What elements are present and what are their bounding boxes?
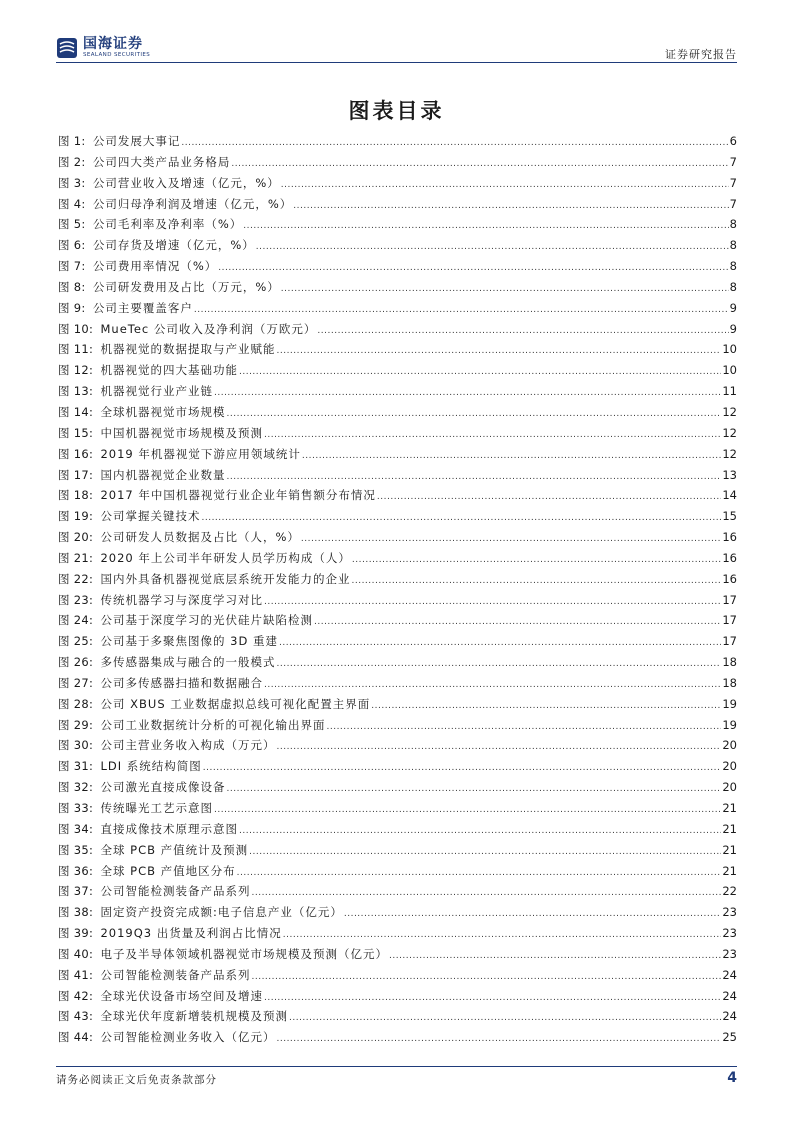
footer-disclaimer: 请务必阅读正文后免责条款部分 (56, 1074, 217, 1086)
figure-page-number: 17 (722, 592, 737, 607)
figure-title: 全球 PCB 产值统计及预测 (100, 842, 249, 857)
dot-leader (226, 404, 721, 425)
dot-leader (351, 571, 721, 592)
dot-leader (371, 696, 721, 717)
header-divider (56, 62, 737, 63)
figure-page-number: 8 (729, 259, 737, 274)
figure-number: 图 3: (58, 175, 86, 190)
figure-page-number: 20 (722, 780, 737, 795)
toc-entry[interactable] (58, 569, 737, 590)
figure-page-number: 17 (722, 634, 737, 649)
logo-chinese-name: 国海证券 (83, 36, 143, 52)
figure-title: 2019 年机器视觉下游应用领域统计 (100, 446, 301, 461)
figure-number: 图 40: (58, 946, 94, 961)
toc-entry-label (58, 965, 250, 986)
page-header (56, 32, 737, 62)
toc-entry-label (58, 381, 213, 402)
figure-title: 全球光伏年度新增装机规模及预测 (100, 1009, 288, 1024)
toc-entry-label (58, 986, 263, 1007)
toc-entry-label (58, 214, 242, 235)
toc-entry[interactable] (58, 881, 737, 902)
toc-entry[interactable] (58, 1027, 737, 1048)
page-number: 4 (727, 1070, 737, 1086)
toc-entry[interactable] (58, 527, 737, 548)
toc-entry-label (58, 485, 376, 506)
figure-number: 图 22: (58, 571, 94, 586)
toc-entry[interactable] (58, 840, 737, 861)
figure-title: 公司基于深度学习的光伏硅片缺陷检测 (100, 613, 313, 628)
toc-entry-label (58, 902, 343, 923)
toc-entry-label (58, 652, 275, 673)
toc-entry[interactable] (58, 339, 737, 360)
figure-title: 公司智能检测业务收入（亿元） (100, 1030, 276, 1045)
toc-entry-label (58, 569, 350, 590)
figure-title: 多传感器集成与融合的一般模式 (100, 655, 276, 670)
figure-number: 图 14: (58, 404, 94, 419)
toc-entry[interactable] (58, 194, 737, 215)
toc-entry[interactable] (58, 735, 737, 756)
figure-number: 图 6: (58, 238, 86, 253)
figure-number: 图 8: (58, 279, 86, 294)
figure-number: 图 10: (58, 321, 94, 336)
figure-number: 图 30: (58, 738, 94, 753)
figure-number: 图 23: (58, 592, 94, 607)
dot-leader (344, 904, 722, 925)
toc-entry-label (58, 777, 225, 798)
dot-leader (243, 216, 728, 237)
figure-title: 公司发展大事记 (92, 134, 181, 148)
figure-title: 公司研发人员数据及占比（人，%） (100, 530, 300, 545)
figure-number: 图 4: (58, 196, 86, 211)
figure-number: 图 18: (58, 488, 94, 503)
figure-number: 图 28: (58, 696, 94, 711)
figure-page-number: 16 (722, 530, 737, 545)
figure-title: 固定资产投资完成额:电子信息产业（亿元） (100, 905, 343, 920)
figure-number: 图 11: (58, 342, 94, 357)
toc-entry-label (58, 610, 313, 631)
figure-title: 公司存货及增速（亿元，%） (92, 238, 255, 253)
figure-page-number: 23 (722, 926, 737, 941)
figure-number: 图 25: (58, 634, 94, 649)
figure-title: 国内外具备机器视觉底层系统开发能力的企业 (100, 571, 351, 586)
toc-entry[interactable] (58, 861, 737, 882)
dot-leader (203, 758, 722, 779)
figure-title: 机器视觉的四大基础功能 (100, 363, 238, 378)
figure-page-number: 23 (722, 946, 737, 961)
toc-entry[interactable] (58, 965, 737, 986)
dot-leader (326, 717, 721, 738)
figure-page-number: 19 (722, 696, 737, 711)
toc-entry[interactable] (58, 402, 737, 423)
figure-title: 公司多传感器扫描和数据融合 (100, 675, 263, 690)
toc-entry-label (58, 1006, 288, 1027)
figure-title: 公司毛利率及净利率（%） (92, 217, 243, 232)
toc-entry-label (58, 444, 301, 465)
figure-page-number: 12 (722, 404, 737, 419)
toc-entry[interactable] (58, 777, 737, 798)
dot-leader (281, 175, 729, 196)
dot-leader (226, 779, 721, 800)
figure-number: 图 33: (58, 801, 94, 815)
toc-entry[interactable] (58, 631, 737, 652)
figure-number: 图 16: (58, 446, 94, 461)
figure-page-number: 9 (729, 300, 737, 315)
figure-title: 公司基于多聚焦图像的 3D 重建 (100, 634, 278, 649)
toc-entry-label (58, 360, 238, 381)
figure-title: 公司研发费用及占比（万元，%） (92, 279, 280, 294)
toc-entry-label (58, 631, 278, 652)
figure-number: 图 5: (58, 217, 86, 232)
figure-title: 公司智能检测装备产品系列 (100, 967, 251, 982)
toc-entry[interactable] (58, 235, 737, 256)
figure-page-number: 15 (722, 509, 737, 524)
toc-entry-label (58, 319, 316, 340)
figure-title: 全球 PCB 产值地区分布 (100, 863, 236, 878)
toc-entry-label (58, 506, 200, 527)
figure-title: 中国机器视觉市场规模及预测 (100, 425, 263, 440)
figure-number: 图 38: (58, 905, 94, 920)
dot-leader (251, 883, 721, 904)
dot-leader (389, 946, 721, 967)
figure-number: 图 29: (58, 717, 94, 732)
toc-entry[interactable] (58, 694, 737, 715)
figure-title: 公司智能检测装备产品系列 (100, 884, 251, 899)
toc-entry-label (58, 923, 282, 944)
figure-number: 图 35: (58, 842, 94, 857)
figure-number: 图 7: (58, 259, 86, 274)
figure-number: 图 20: (58, 530, 94, 545)
figure-title: 公司主要覆盖客户 (92, 300, 193, 315)
figure-title: 公司掌握关键技术 (100, 509, 201, 524)
figure-number: 图 9: (58, 300, 86, 315)
toc-entry[interactable] (58, 319, 737, 340)
figure-number: 图 17: (58, 467, 94, 482)
toc-entry[interactable] (58, 923, 737, 944)
dot-leader (214, 383, 721, 404)
toc-entry[interactable] (58, 173, 737, 194)
toc-entry-label (58, 715, 325, 736)
toc-entry-label (58, 944, 388, 965)
figure-title: 公司 XBUS 工业数据虚拟总线可视化配置主界面 (100, 696, 371, 711)
figure-page-number: 10 (722, 363, 737, 378)
dot-leader (214, 800, 721, 821)
figure-title: 公司归母净利润及增速（亿元，%） (92, 196, 293, 211)
figure-number: 图 1: (58, 134, 86, 148)
figure-page-number: 21 (722, 801, 737, 815)
toc-entry-label (58, 298, 193, 319)
figure-page-number: 21 (722, 842, 737, 857)
dot-leader (302, 446, 721, 467)
toc-entry[interactable] (58, 214, 737, 235)
dot-leader (201, 508, 721, 529)
dot-leader (264, 675, 721, 696)
figure-page-number: 18 (722, 655, 737, 670)
toc-entry-label (58, 277, 280, 298)
logo-english-name: SEALAND SECURITIES (83, 52, 151, 58)
figure-title: 全球机器视觉市场规模 (100, 404, 226, 419)
dot-leader (239, 362, 721, 383)
figure-number: 图 2: (58, 154, 86, 169)
dot-leader (276, 1029, 721, 1050)
dot-leader (218, 258, 728, 279)
figure-number: 图 13: (58, 384, 94, 399)
figure-title: 2017 年中国机器视觉行业企业年销售额分布情况 (100, 488, 376, 503)
figure-page-number: 9 (729, 321, 737, 336)
toc-entry[interactable] (58, 756, 737, 777)
figure-title: 国内机器视觉企业数量 (100, 467, 226, 482)
dot-leader (264, 988, 721, 1009)
toc-entry-label (58, 194, 292, 215)
figure-title: 公司工业数据统计分析的可视化输出界面 (100, 717, 326, 732)
dot-leader (256, 237, 729, 258)
toc-entry[interactable] (58, 902, 737, 923)
figure-page-number: 25 (722, 1030, 737, 1045)
figure-number: 图 15: (58, 425, 94, 440)
figure-number: 图 34: (58, 821, 94, 836)
dot-leader (276, 737, 721, 758)
figure-title: 公司四大类产品业务格局 (92, 154, 231, 169)
figure-page-number: 18 (722, 675, 737, 690)
figure-page-number: 17 (722, 613, 737, 628)
dot-leader (352, 550, 721, 571)
figure-page-number: 19 (722, 717, 737, 732)
figure-number: 图 32: (58, 780, 94, 795)
toc-entry[interactable] (58, 610, 737, 631)
toc-entry[interactable] (58, 986, 737, 1007)
footer-divider (56, 1066, 737, 1067)
sealand-logo-icon (56, 37, 78, 59)
figure-number: 图 24: (58, 613, 94, 628)
figure-page-number: 11 (722, 384, 737, 399)
toc-entry[interactable] (58, 360, 737, 381)
figure-page-number: 20 (722, 759, 737, 774)
dot-leader (194, 300, 729, 321)
toc-entry-label (58, 840, 248, 861)
figure-title: 公司营业收入及增速（亿元，%） (92, 175, 280, 190)
figure-title: 2020 年上公司半年研发人员学历构成（人） (100, 550, 351, 565)
figure-number: 图 31: (58, 759, 94, 774)
dot-leader (281, 279, 729, 300)
figure-number: 图 43: (58, 1009, 94, 1024)
dot-leader (301, 529, 721, 550)
dot-leader (226, 467, 721, 488)
toc-entry-label (58, 152, 230, 173)
figure-page-number: 22 (722, 884, 737, 899)
toc-entry-label (58, 423, 263, 444)
toc-entry[interactable] (58, 485, 737, 506)
toc-entry-label (58, 1027, 275, 1048)
toc-entry[interactable] (58, 423, 737, 444)
dot-leader (289, 1008, 721, 1029)
dot-leader (264, 592, 721, 613)
toc-entry-label (58, 339, 275, 360)
toc-entry[interactable] (58, 506, 737, 527)
toc-entry-label (58, 465, 225, 486)
figure-page-number: 7 (729, 175, 737, 190)
figure-title: 全球光伏设备市场空间及增速 (100, 988, 263, 1003)
dot-leader (377, 487, 721, 508)
toc-entry-label (58, 131, 180, 152)
figure-page-number: 20 (722, 738, 737, 753)
figure-title: 直接成像技术原理示意图 (100, 821, 238, 836)
figure-page-number: 16 (722, 571, 737, 586)
toc-entry-label (58, 673, 263, 694)
dot-leader (317, 321, 728, 342)
figure-title: MueTec 公司收入及净利润（万欧元） (100, 321, 317, 336)
toc-entry[interactable] (58, 465, 737, 486)
company-logo (56, 34, 150, 62)
figure-number: 图 21: (58, 550, 94, 565)
figure-page-number: 6 (729, 134, 737, 148)
toc-entry-label (58, 173, 280, 194)
toc-entry[interactable] (58, 298, 737, 319)
toc-entry[interactable] (58, 819, 737, 840)
figure-page-number: 14 (722, 488, 737, 503)
figure-page-number: 8 (729, 279, 737, 294)
figure-page-number: 7 (729, 154, 737, 169)
toc-entry[interactable] (58, 944, 737, 965)
figure-title: 机器视觉行业产业链 (100, 384, 213, 399)
toc-entry[interactable] (58, 444, 737, 465)
figure-page-number: 7 (729, 196, 737, 211)
figure-title: 公司费用率情况（%） (92, 259, 218, 274)
toc-entry[interactable] (58, 131, 737, 152)
figure-page-number: 16 (722, 550, 737, 565)
figure-number: 图 39: (58, 926, 94, 941)
figure-number: 图 37: (58, 884, 94, 899)
figure-list (58, 131, 737, 1048)
figure-title: 传统机器学习与深度学习对比 (100, 592, 263, 607)
toc-entry-label (58, 548, 351, 569)
figure-number: 图 42: (58, 988, 94, 1003)
toc-entry-label (58, 798, 213, 819)
dot-leader (276, 341, 721, 362)
dot-leader (283, 925, 722, 946)
toc-entry-label (58, 819, 238, 840)
toc-entry[interactable] (58, 548, 737, 569)
figure-page-number: 8 (729, 238, 737, 253)
toc-entry[interactable] (58, 256, 737, 277)
figure-title: 2019Q3 出货量及利润占比情况 (100, 926, 282, 941)
figure-number: 图 26: (58, 655, 94, 670)
toc-entry[interactable] (58, 152, 737, 173)
figure-page-number: 21 (722, 821, 737, 836)
dot-leader (239, 821, 721, 842)
dot-leader (251, 967, 721, 988)
figure-page-number: 21 (722, 863, 737, 878)
toc-entry[interactable] (58, 652, 737, 673)
figure-page-number: 8 (729, 217, 737, 232)
page-title: 图表目录 (348, 98, 445, 123)
toc-entry[interactable] (58, 798, 737, 819)
toc-entry-label (58, 881, 250, 902)
toc-entry-label (58, 590, 263, 611)
dot-leader (181, 133, 728, 154)
toc-entry-label (58, 256, 217, 277)
figure-title: 机器视觉的数据提取与产业赋能 (100, 342, 276, 357)
figure-page-number: 24 (722, 988, 737, 1003)
figure-page-number: 10 (722, 342, 737, 357)
figure-page-number: 12 (722, 425, 737, 440)
dot-leader (276, 654, 721, 675)
figure-title: 公司激光直接成像设备 (100, 780, 226, 795)
toc-entry-label (58, 861, 236, 882)
figure-number: 图 19: (58, 509, 94, 524)
figure-number: 图 36: (58, 863, 94, 878)
figure-title: 传统曝光工艺示意图 (100, 801, 213, 815)
toc-entry-label (58, 527, 300, 548)
toc-entry[interactable] (58, 381, 737, 402)
toc-entry[interactable] (58, 1006, 737, 1027)
figure-page-number: 13 (722, 467, 737, 482)
figure-title: 公司主营业务收入构成（万元） (100, 738, 276, 753)
report-type-label: 证券研究报告 (665, 48, 737, 61)
figure-number: 图 27: (58, 675, 94, 690)
dot-leader (293, 196, 728, 217)
toc-entry-label (58, 235, 255, 256)
dot-leader (279, 633, 721, 654)
figure-page-number: 12 (722, 446, 737, 461)
toc-entry[interactable] (58, 715, 737, 736)
figure-title: 电子及半导体领域机器视觉市场规模及预测（亿元） (100, 946, 388, 961)
dot-leader (314, 612, 721, 633)
dot-leader (264, 425, 721, 446)
figure-title: LDI 系统结构简图 (100, 759, 202, 774)
figure-page-number: 23 (722, 905, 737, 920)
figure-number: 图 12: (58, 363, 94, 378)
toc-entry[interactable] (58, 277, 737, 298)
toc-entry-label (58, 756, 202, 777)
toc-entry-label (58, 402, 225, 423)
toc-entry-label (58, 735, 275, 756)
dot-leader (249, 842, 721, 863)
figure-number: 图 41: (58, 967, 94, 982)
figure-number: 图 44: (58, 1030, 94, 1045)
figure-page-number: 24 (722, 1009, 737, 1024)
dot-leader (237, 863, 722, 884)
figure-page-number: 24 (722, 967, 737, 982)
toc-entry-label (58, 694, 370, 715)
toc-entry[interactable] (58, 673, 737, 694)
toc-entry[interactable] (58, 590, 737, 611)
dot-leader (231, 154, 728, 175)
